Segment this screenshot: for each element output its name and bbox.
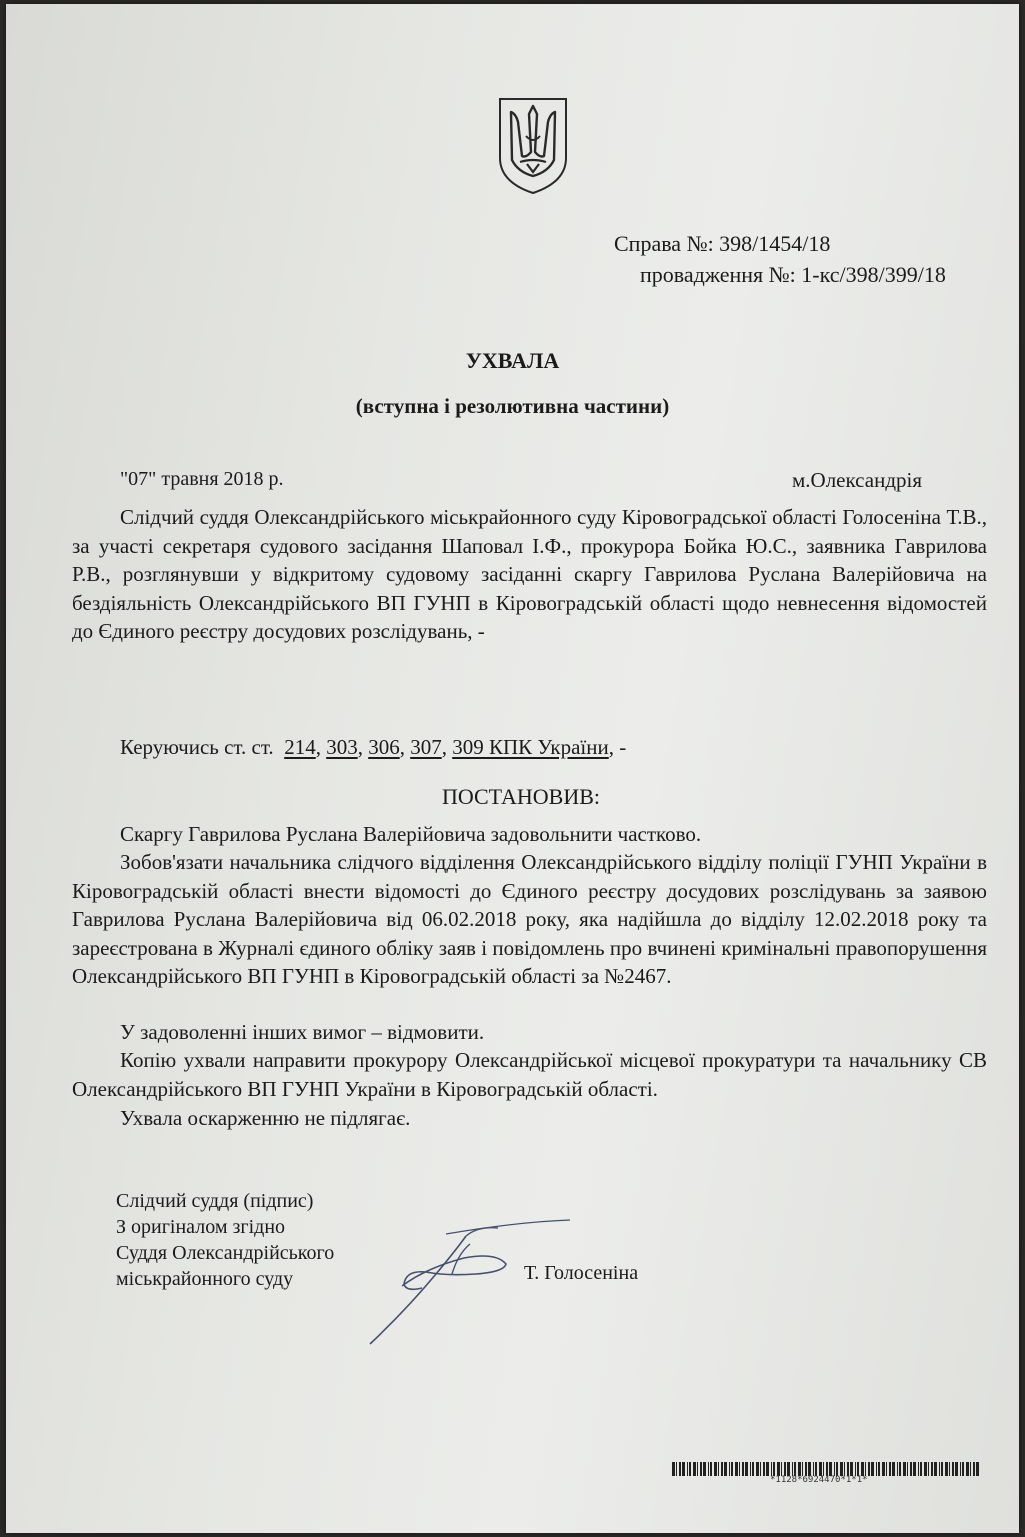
barcode-bar bbox=[682, 1462, 685, 1476]
article-link-303[interactable]: 303 bbox=[326, 735, 358, 759]
decided-heading: ПОСТАНОВИВ: bbox=[441, 784, 601, 809]
barcode-bar bbox=[907, 1462, 908, 1476]
signature-line: Слідчий суддя (підпис) bbox=[116, 1190, 314, 1212]
barcode-bar bbox=[703, 1462, 706, 1476]
barcode-bar bbox=[752, 1462, 754, 1476]
barcode-bar bbox=[745, 1462, 748, 1476]
barcode-bar bbox=[731, 1462, 733, 1476]
barcode-bar bbox=[939, 1462, 940, 1476]
barcode-bar bbox=[721, 1462, 723, 1476]
barcode-bar bbox=[871, 1462, 874, 1476]
barcode-bar bbox=[714, 1462, 717, 1476]
barcode-bar bbox=[844, 1462, 845, 1476]
barcode-bar bbox=[892, 1462, 895, 1476]
guided-suffix: , - bbox=[608, 735, 627, 759]
barcode-bar bbox=[781, 1462, 782, 1476]
barcode-bar bbox=[918, 1462, 919, 1476]
barcode-bar bbox=[672, 1462, 675, 1476]
barcode-bar bbox=[773, 1462, 775, 1476]
barcode-bar bbox=[700, 1462, 702, 1476]
intro-paragraph: Слідчий суддя Олександрійського міськрайонного суду Кіровоградської області Голосеніна Т.В., за участі секретаря судового засідання Шаповал І.Ф., прокурора Бойка Ю.С., заявника Гаврилова Р.В., розглянувши у відкритому судовому засіданні скаргу Гаврилова Руслана Валерійовича на бездіяльність Олександрійського ВП ГУНП в Кіровоградській області щодо невнесення відомостей до Єдиного реєстру досудових розслідувань, - bbox=[72, 505, 987, 644]
barcode-bar bbox=[771, 1462, 772, 1476]
barcode-bar bbox=[710, 1462, 712, 1476]
barcode-bar bbox=[787, 1462, 790, 1476]
article-link-307[interactable]: 307 bbox=[410, 735, 442, 759]
barcode-bar bbox=[910, 1462, 912, 1476]
barcode-bar bbox=[861, 1462, 864, 1476]
document-subtitle: (вступна і резолютивна частини) bbox=[355, 394, 670, 418]
barcode-bar bbox=[784, 1462, 786, 1476]
barcode-bar bbox=[960, 1462, 961, 1476]
barcode-bar bbox=[815, 1462, 817, 1476]
barcode-bar bbox=[693, 1462, 696, 1476]
barcode-bar bbox=[941, 1462, 943, 1476]
barcode-bar bbox=[697, 1462, 698, 1476]
resolution-item: Ухвала оскарженню не підлягає. bbox=[120, 1106, 411, 1130]
barcode-bar bbox=[763, 1462, 765, 1476]
signature-line: З оригіналом згідно bbox=[116, 1216, 286, 1238]
document-date: "07" травня 2018 р. bbox=[120, 468, 284, 490]
barcode-bar bbox=[792, 1462, 793, 1476]
barcode-bar bbox=[878, 1462, 880, 1476]
barcode-bar bbox=[718, 1462, 719, 1476]
document-city: м.Олександрія bbox=[792, 468, 922, 492]
signature-line: Суддя Олександрійського bbox=[116, 1242, 335, 1264]
barcode-bar bbox=[826, 1462, 828, 1476]
guided-by-articles: Керуючись ст. ст. 214, 303, 306, 307, 309 КПК України, - bbox=[120, 735, 627, 759]
barcode-bar bbox=[920, 1462, 922, 1476]
resolution-item: Копію ухвали направити прокурору Олександрійської місцевої прокуратури та начальнику СВ Олександрійського ВП ГУНП України в Кіровоградській області. bbox=[72, 1048, 987, 1101]
case-number: Справа №: 398/1454/18 bbox=[614, 231, 831, 256]
barcode-bar bbox=[857, 1462, 859, 1476]
barcode-bar bbox=[928, 1462, 929, 1476]
barcode-bar bbox=[742, 1462, 744, 1476]
signature-block bbox=[116, 1188, 334, 1292]
barcode-bar bbox=[855, 1462, 856, 1476]
article-link-306[interactable]: 306 bbox=[368, 735, 400, 759]
barcode-bar bbox=[813, 1462, 814, 1476]
barcode-bar bbox=[847, 1462, 849, 1476]
barcode-bar bbox=[756, 1462, 759, 1476]
barcode-bar bbox=[945, 1462, 948, 1476]
article-link-214[interactable]: 214 bbox=[284, 735, 316, 759]
barcode-bar bbox=[966, 1462, 969, 1476]
barcode-bar bbox=[760, 1462, 761, 1476]
barcode-bar bbox=[973, 1462, 975, 1476]
barcode-bar bbox=[850, 1462, 853, 1476]
barcode-bar bbox=[679, 1462, 681, 1476]
barcode-bar bbox=[899, 1462, 901, 1476]
barcode-bar bbox=[676, 1462, 677, 1476]
resolution-item: Зобов'язати начальника слідчого відділення Олександрійського відділу поліції ГУНП України в Кіровоградській області внести відомості до Єдиного реєстру досудових розслідувань за заявою Гаврилова Руслана Валерійовича від 06.02.2018 року, яка надійшла до відділу 12.02.2018 року та зареєстрована в Журналі єдиного обліку заяв і повідомлень про вчинені кримінальні правопорушення Олександрійського ВП ГУНП в Кіровоградській області за №2467. bbox=[72, 850, 987, 989]
barcode-bar bbox=[805, 1462, 807, 1476]
barcode-bar bbox=[829, 1462, 832, 1476]
article-link-309[interactable]: 309 КПК України bbox=[452, 735, 609, 759]
barcode-bar bbox=[689, 1462, 691, 1476]
barcode-bar bbox=[924, 1462, 927, 1476]
barcode-bar bbox=[865, 1462, 866, 1476]
trident-coat-of-arms-icon bbox=[496, 96, 570, 196]
barcode-bar bbox=[962, 1462, 964, 1476]
barcode-bar bbox=[882, 1462, 885, 1476]
barcode-bar bbox=[802, 1462, 803, 1476]
barcode-bar bbox=[897, 1462, 898, 1476]
barcode-bar bbox=[840, 1462, 843, 1476]
barcode-bar bbox=[889, 1462, 891, 1476]
barcode-bar bbox=[766, 1462, 769, 1476]
barcode-number: *1128*6924470*1*1* bbox=[770, 1475, 868, 1485]
resolution-item: Скаргу Гаврилова Руслана Валерійовича задовольнити частково. bbox=[120, 822, 702, 846]
barcode-bar bbox=[798, 1462, 801, 1476]
barcode-bar bbox=[934, 1462, 937, 1476]
barcode-bar bbox=[808, 1462, 811, 1476]
barcode-bar bbox=[903, 1462, 906, 1476]
barcode-bar bbox=[976, 1462, 979, 1476]
barcode-bar bbox=[777, 1462, 780, 1476]
barcode-bar bbox=[913, 1462, 916, 1476]
resolution-item: У задоволенні інших вимог – відмовити. bbox=[120, 1020, 485, 1044]
barcode-bar bbox=[794, 1462, 796, 1476]
signature-line: міськрайонного суду bbox=[116, 1268, 294, 1290]
barcode bbox=[672, 1462, 982, 1476]
barcode-bar bbox=[970, 1462, 971, 1476]
barcode-bar bbox=[931, 1462, 933, 1476]
barcode-bar bbox=[834, 1462, 835, 1476]
barcode-bar bbox=[729, 1462, 730, 1476]
barcode-bar bbox=[955, 1462, 958, 1476]
barcode-bar bbox=[735, 1462, 738, 1476]
barcode-bar bbox=[876, 1462, 877, 1476]
barcode-bar bbox=[708, 1462, 709, 1476]
barcode-bar bbox=[687, 1462, 688, 1476]
barcode-bar bbox=[952, 1462, 954, 1476]
barcode-bar bbox=[868, 1462, 870, 1476]
document-title: УХВАЛА bbox=[465, 348, 560, 373]
barcode-bar bbox=[739, 1462, 740, 1476]
barcode-bar bbox=[724, 1462, 727, 1476]
barcode-bar bbox=[949, 1462, 950, 1476]
barcode-bar bbox=[819, 1462, 822, 1476]
judge-name: Т. Голосеніна bbox=[524, 1262, 639, 1284]
proceeding-number: провадження №: 1-кс/398/399/18 bbox=[640, 262, 946, 287]
barcode-bar bbox=[886, 1462, 887, 1476]
barcode-bar bbox=[836, 1462, 838, 1476]
guided-prefix: Керуючись ст. ст. bbox=[120, 735, 274, 759]
barcode-bar bbox=[823, 1462, 824, 1476]
barcode-bar bbox=[750, 1462, 751, 1476]
